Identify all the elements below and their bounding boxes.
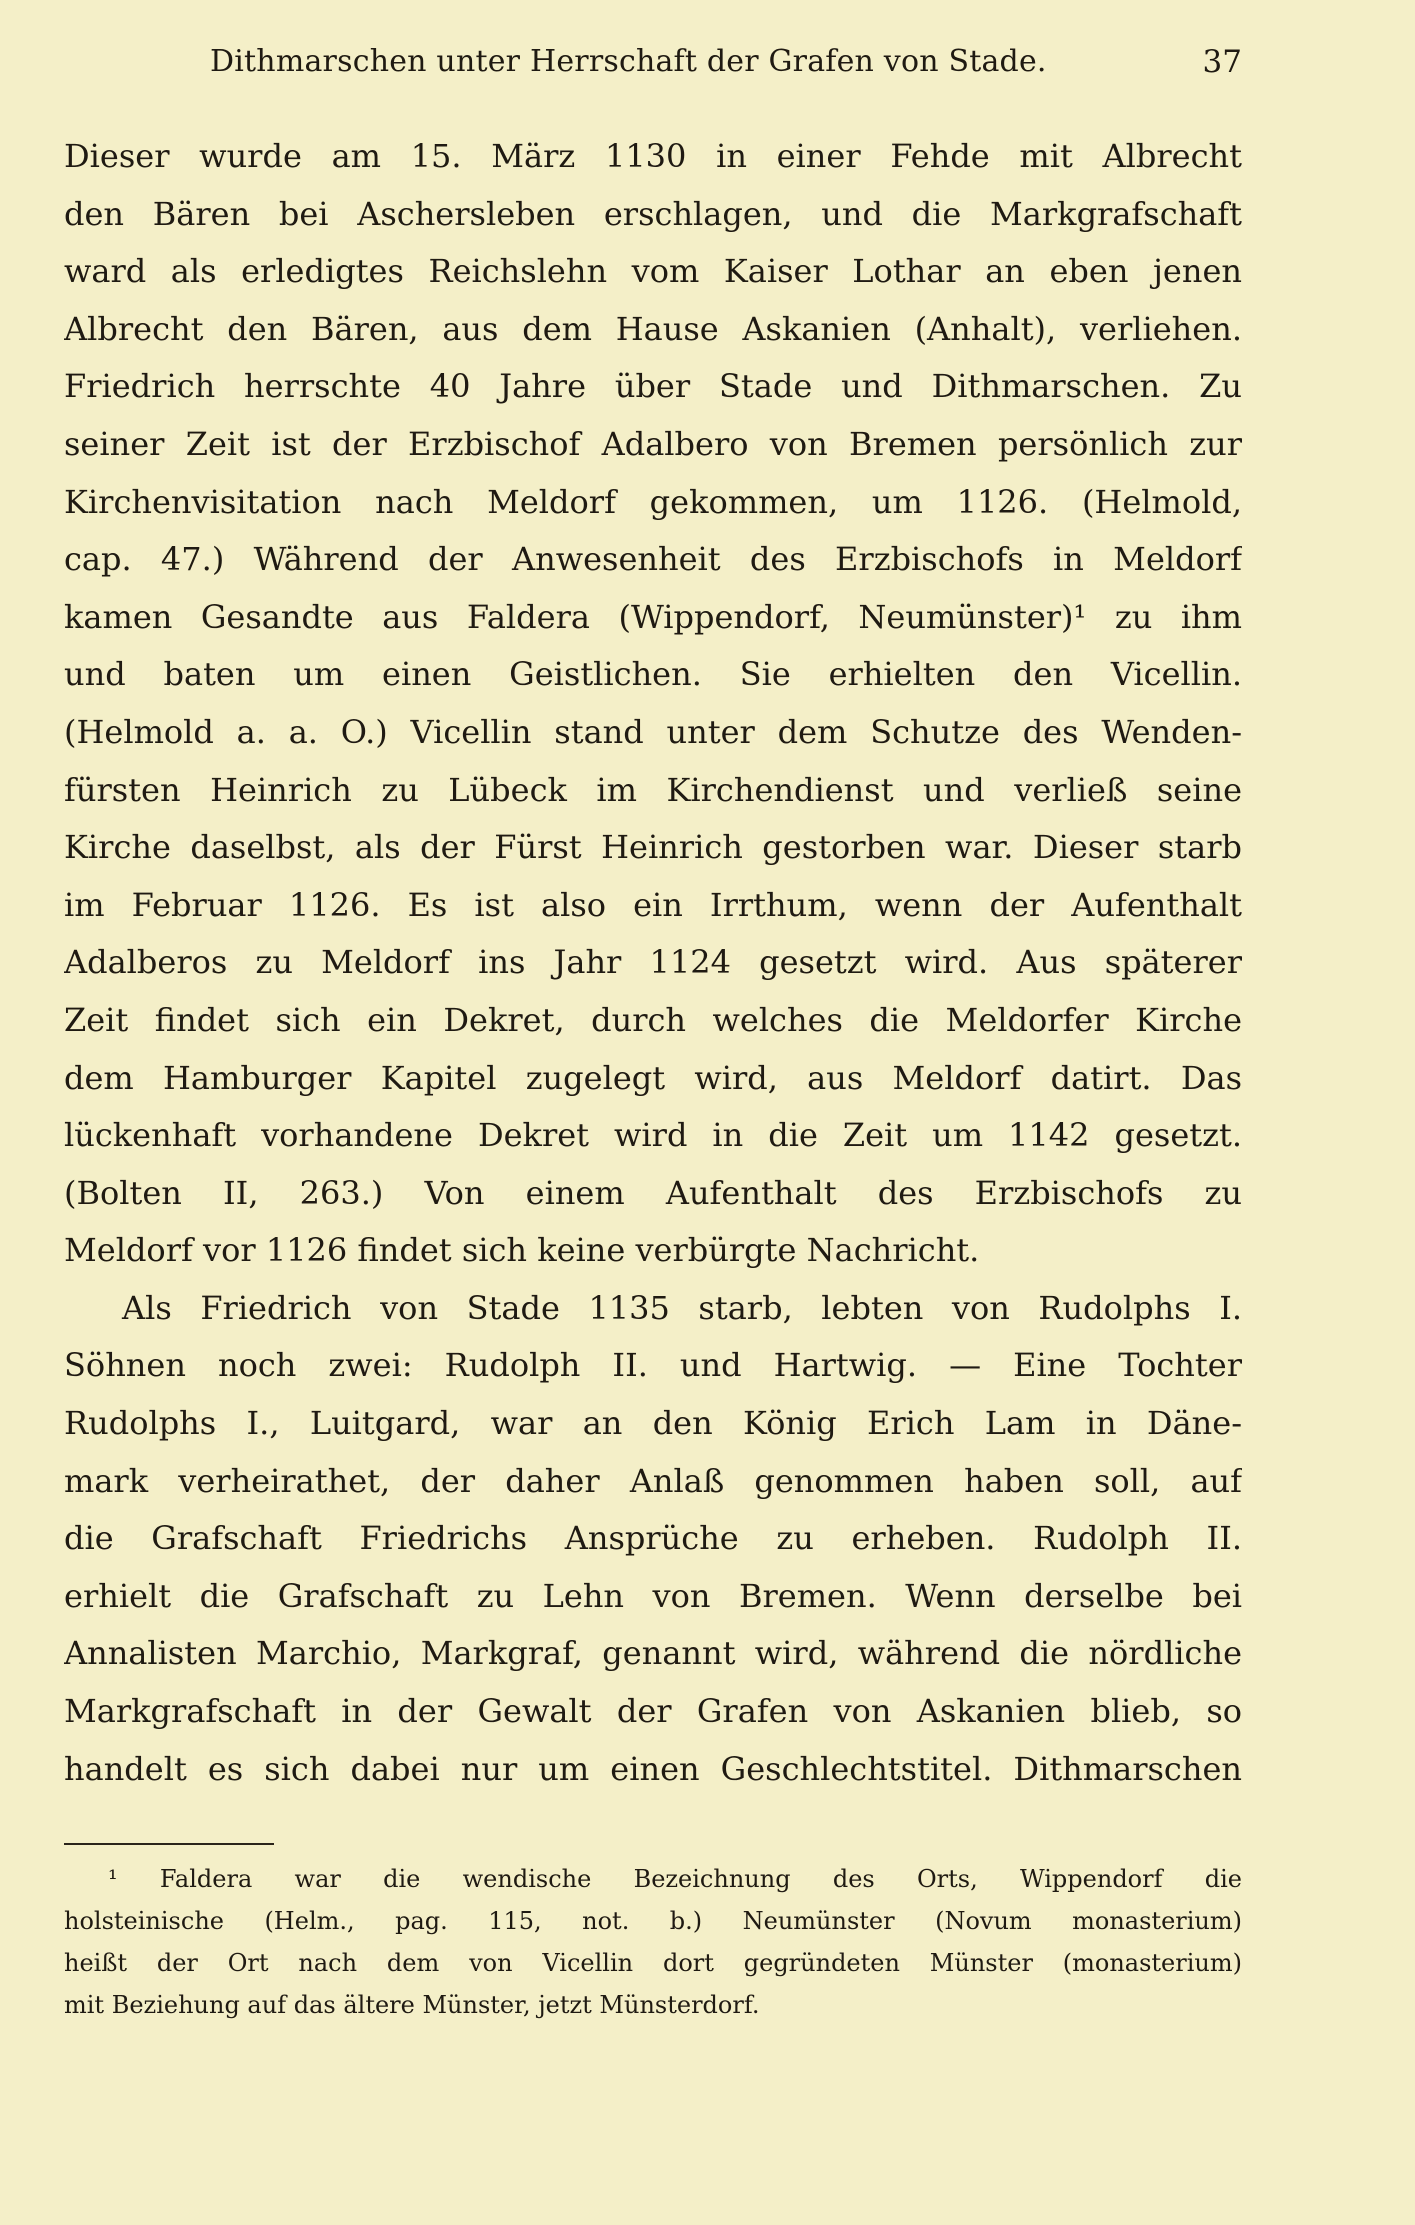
text-line: kamen Gesandte aus Faldera (Wippendorf, Neumünster)¹ zu ihm	[64, 597, 1242, 636]
footnote-line: mit Beziehung auf das ältere Münster, jetzt Münsterdorf.	[64, 1991, 760, 2019]
text-line: Kirche daselbst, als der Fürst Heinrich gestorben war. Dieser starb	[64, 828, 1242, 867]
text-line: fürsten Heinrich zu Lübeck im Kirchendienst und verließ seine	[64, 770, 1242, 809]
text-line: seiner Zeit ist der Erzbischof Adalbero von Bremen persönlich zur	[64, 424, 1242, 463]
text-line: Annalisten Marchio, Markgraf, genannt wird, während die nördliche	[64, 1634, 1242, 1673]
footnotes	[64, 1858, 1242, 2026]
text-line: mark verheirathet, der daher Anlaß genommen haben soll, auf	[64, 1461, 1242, 1500]
text-line: Albrecht den Bären, aus dem Hause Askanien (Anhalt), verliehen.	[64, 309, 1242, 348]
running-head	[64, 44, 1242, 88]
text-line: Markgrafschaft in der Gewalt der Grafen von Askanien blieb, so	[64, 1692, 1242, 1731]
text-line: Rudolphs I., Luitgard, war an den König Erich Lam in Däne-	[64, 1404, 1242, 1443]
footnote-line: holsteinische (Helm., pag. 115, not. b.) Neumünster (Novum monasterium)	[64, 1907, 1242, 1935]
text-line: ward als erledigtes Reichslehn vom Kaiser Lothar an eben jenen	[64, 252, 1242, 291]
text-line: handelt es sich dabei nur um einen Geschlechtstitel. Dithmarschen	[64, 1749, 1242, 1788]
text-line: Dieser wurde am 15. März 1130 in einer Fehde mit Albrecht	[64, 137, 1242, 175]
footnote-divider	[64, 1843, 274, 1845]
text-line: die Grafschaft Friedrichs Ansprüche zu erheben. Rudolph II.	[64, 1519, 1242, 1558]
footnote-line: ¹ Faldera war die wendische Bezeichnung des Orts, Wippendorf die	[108, 1865, 1242, 1893]
text-line: Als Friedrich von Stade 1135 starb, lebten von Rudolphs I.	[122, 1288, 1242, 1327]
page-number: 37	[1202, 44, 1242, 80]
text-line: im Februar 1126. Es ist also ein Irrthum, wenn der Aufenthalt	[64, 885, 1242, 924]
running-title: Dithmarschen unter Herrschaft der Grafen von Stade.	[210, 44, 1047, 79]
text-line: Adalberos zu Meldorf ins Jahr 1124 gesetzt wird. Aus späterer	[64, 943, 1242, 982]
text-line: Meldorf vor 1126 findet sich keine verbürgte Nachricht.	[64, 1231, 980, 1270]
text-line: (Bolten II, 263.) Von einem Aufenthalt des Erzbischofs zu	[64, 1173, 1242, 1212]
text-line: lückenhaft vorhandene Dekret wird in die Zeit um 1142 gesetzt.	[64, 1116, 1242, 1155]
text-line: cap. 47.) Während der Anwesenheit des Erzbischofs in Meldorf	[64, 540, 1242, 579]
text-line: und baten um einen Geistlichen. Sie erhielten den Vicellin.	[64, 655, 1242, 694]
text-line: Zeit findet sich ein Dekret, durch welches die Meldorfer Kirche	[64, 1000, 1242, 1039]
text-line: (Helmold a. a. O.) Vicellin stand unter dem Schutze des Wenden-	[64, 712, 1242, 751]
text-line: Söhnen noch zwei: Rudolph II. und Hartwig. — Eine Tochter	[64, 1346, 1242, 1385]
text-line: Friedrich herrschte 40 Jahre über Stade und Dithmarschen. Zu	[64, 367, 1242, 406]
text-line: Kirchenvisitation nach Meldorf gekommen, um 1126. (Helmold,	[64, 482, 1242, 521]
footnote-line: heißt der Ort nach dem von Vicellin dort gegründeten Münster (monasterium)	[64, 1949, 1242, 1977]
text-line: dem Hamburger Kapitel zugelegt wird, aus Meldorf datirt. Das	[64, 1058, 1242, 1097]
body-text	[64, 128, 1242, 1798]
text-line: erhielt die Grafschaft zu Lehn von Bremen. Wenn derselbe bei	[64, 1576, 1242, 1615]
text-line: den Bären bei Aschersleben erschlagen, und die Markgrafschaft	[64, 194, 1242, 233]
